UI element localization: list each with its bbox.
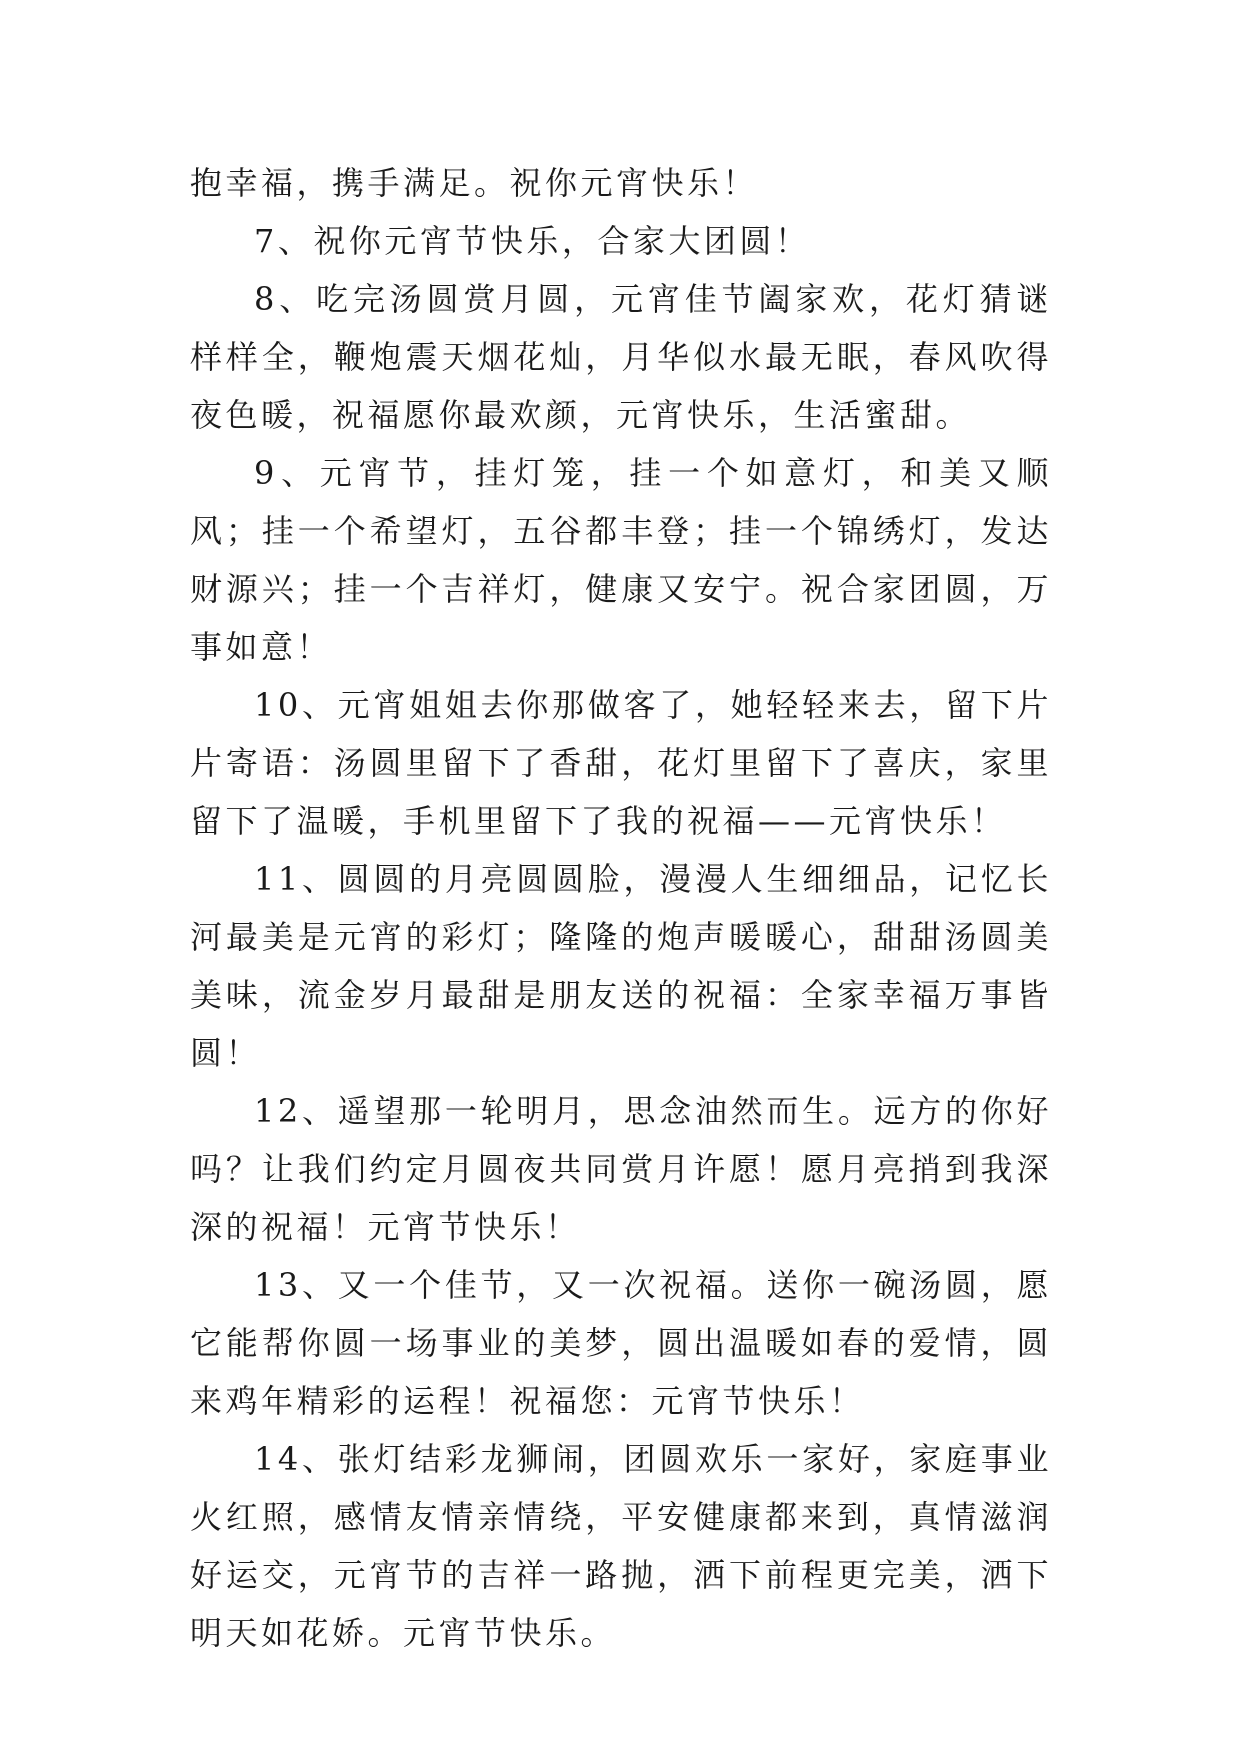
paragraph-wish-10: 10、元宵姐姐去你那做客了，她轻轻来去，留下片片寄语：汤圆里留下了香甜，花灯里留下了喜庆，家里留下了温暖，手机里留下了我的祝福——元宵快乐！ xyxy=(190,686,1052,840)
paragraph-wish-14: 14、张灯结彩龙狮闹，团圆欢乐一家好，家庭事业火红照，感情友情亲情绕，平安健康都来到，真情滋润好运交，元宵节的吉祥一路抛，洒下前程更完美，洒下明天如花娇。元宵节快乐。 xyxy=(190,1440,1052,1652)
paragraph-wish-13: 13、又一个佳节，又一次祝福。送你一碗汤圆，愿它能帮你圆一场事业的美梦，圆出温暖如春的爱情，圆来鸡年精彩的运程！祝福您：元宵节快乐！ xyxy=(190,1266,1052,1420)
paragraph-wish-7: 7、祝你元宵节快乐，合家大团圆！ xyxy=(254,222,811,260)
paragraph-continuation: 抱幸福，携手满足。祝你元宵快乐！ xyxy=(190,164,759,202)
paragraph-wish-11: 11、圆圆的月亮圆圆脸，漫漫人生细细品，记忆长河最美是元宵的彩灯；隆隆的炮声暖暖心，甜甜汤圆美美味，流金岁月最甜是朋友送的祝福：全家幸福万事皆圆！ xyxy=(190,860,1052,1072)
paragraph-wish-9: 9、元宵节，挂灯笼，挂一个如意灯，和美又顺风；挂一个希望灯，五谷都丰登；挂一个锦绣灯，发达财源兴；挂一个吉祥灯，健康又安宁。祝合家团圆，万事如意！ xyxy=(190,454,1052,666)
document-body xyxy=(190,154,1052,1662)
paragraph-wish-12: 12、遥望那一轮明月，思念油然而生。远方的你好吗？让我们约定月圆夜共同赏月许愿！愿月亮捎到我深深的祝福！元宵节快乐！ xyxy=(190,1092,1052,1246)
paragraph-wish-8: 8、吃完汤圆赏月圆，元宵佳节阖家欢，花灯猜谜样样全，鞭炮震天烟花灿，月华似水最无眠，春风吹得夜色暖，祝福愿你最欢颜，元宵快乐，生活蜜甜。 xyxy=(190,280,1052,434)
